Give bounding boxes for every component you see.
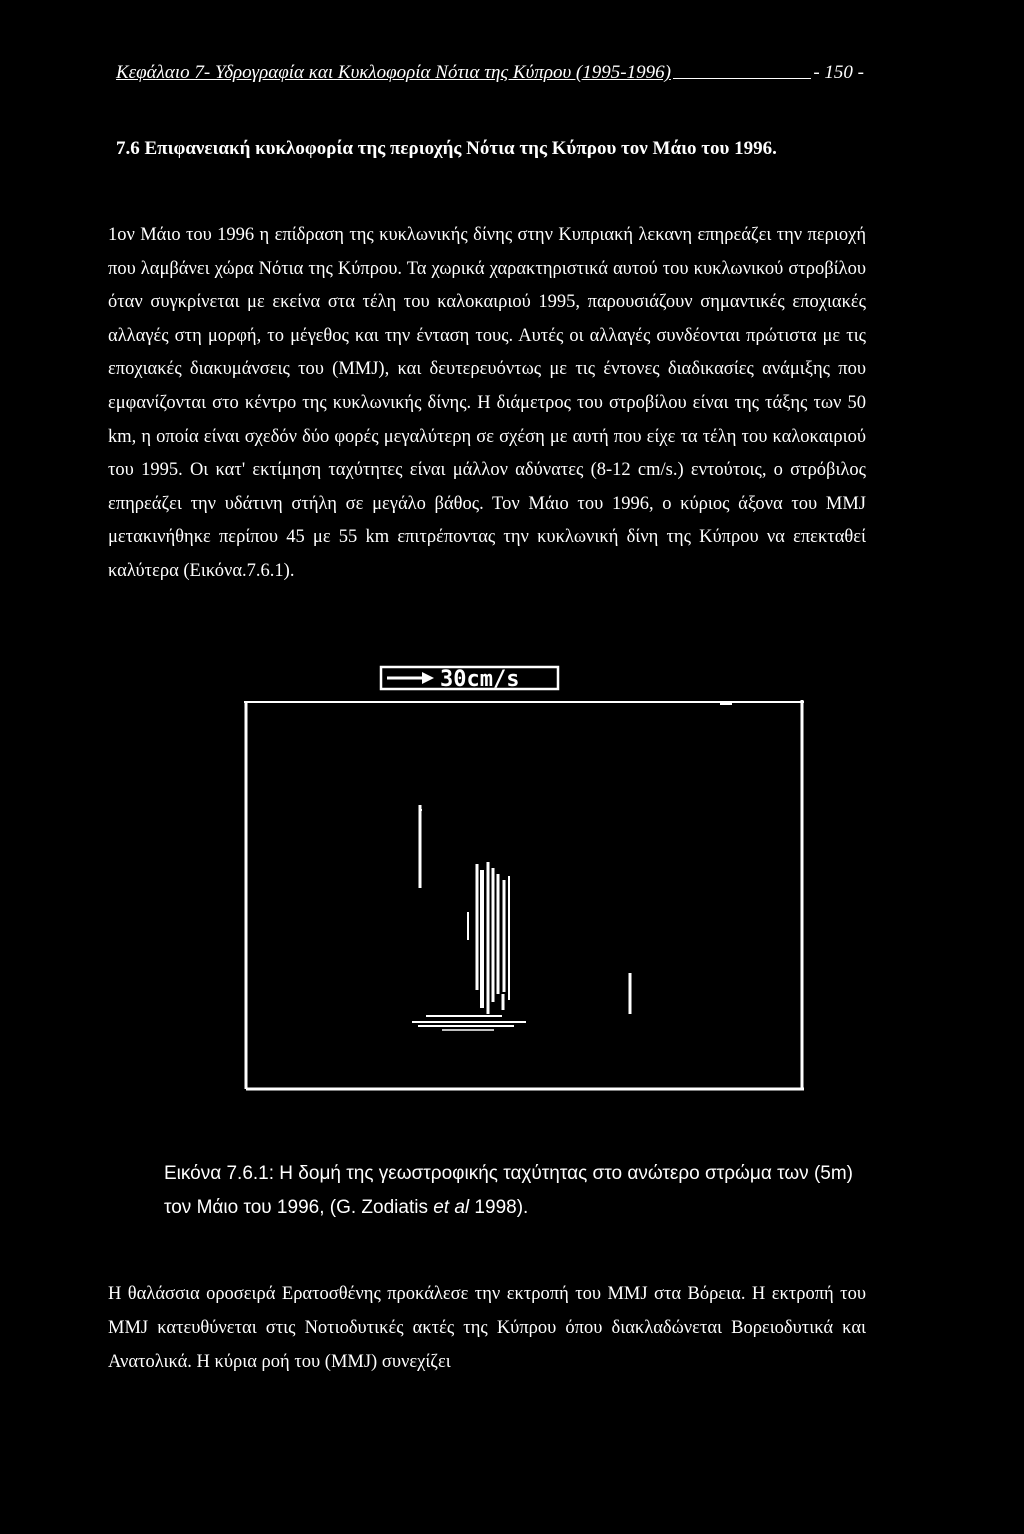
velocity-field-plot [244, 664, 810, 1094]
scale-label: 30cm/s [440, 667, 520, 692]
caption-text: Εικόνα 7.6.1: Η δομή της γεωστροφικής ταχύτητας στο ανώτερο στρώμα των (5m) τον Μάιο του 1996, (G. Zodiatis [164, 1163, 853, 1218]
chapter-title: Κεφάλαιο 7- Υδρογραφία και Κυκλοφορία Νότια της Κύπρου (1995-1996) [116, 62, 671, 83]
section-heading: 7.6 Επιφανειακή κυκλοφορία της περιοχής Νότια της Κύπρου τον Μάιο του 1996. [116, 138, 777, 159]
velocity-vectors [412, 805, 630, 1030]
page-number: - 150 - [813, 62, 864, 83]
caption-italic: et al [433, 1197, 470, 1218]
plot-top-marker [720, 701, 732, 705]
caption-end: 1998). [469, 1197, 529, 1218]
figure-caption [164, 1157, 864, 1225]
velocity-figure [244, 664, 810, 1094]
body-paragraph-2: Η θαλάσσια οροσειρά Ερατοσθένης προκάλεσε την εκτροπή του MMJ στα Βόρεια. Η εκτροπή του MMJ κατευθύνεται στις Νοτιοδυτικές ακτές της Κύπρου όπου διακλαδώνεται Βορειοδυτικά και Ανατολικά. Η κύρια ροή του (MMJ) συνεχίζει [108, 1284, 866, 1372]
body-paragraph-1: 1ον Μάιο του 1996 η επίδραση της κυκλωνικής δίνης στην Κυπριακή λεκανη επηρεάζει την περιοχή που λαμβάνει χώρα Νότια της Κύπρου. Τα χωρικά χαρακτηριστικά αυτού του κυκλωνικού στροβίλου όταν συγκρίνεται με εκείνα στα τέλη του καλοκαιριού 1995, παρουσιάζουν σημαντικές εποχιακές αλλαγές στη μορφή, το μέγεθος και την ένταση τους. Αυτές οι αλλαγές συνδέονται πρώτιστα με τις εποχιακές διακυμάνσεις του (MMJ), και δευτερευόντως με τις έντονες διαδικασίες ανάμιξης που εμφανίζονται στο κέντρο της κυκλωνικής δίνης. Η διάμετρος του στροβίλου είναι της τάξης των 50 km, η οποία είναι σχεδόν δύο φορές μεγαλύτερη σε σχέση με αυτή που είχε τα τέλη του καλοκαιριού του 1995. Οι κατ' εκτίμηση ταχύτητες είναι μάλλον αδύνατες (8-12 cm/s.) εντούτοις, ο στρόβιλος επηρεάζει την υδάτινη στήλη σε μεγάλο βάθος. Τον Μάιο του 1996, ο κύριος άξονα του MMJ μετακινήθηκε περίπου 45 με 55 km επιτρέποντας την κυκλωνική δίνη της Κύπρου να επεκταθεί καλύτερα (Εικόνα.7.6.1). [108, 225, 866, 581]
header-rule [673, 62, 811, 79]
running-header [116, 62, 864, 84]
scale-arrowhead-icon [422, 672, 434, 684]
